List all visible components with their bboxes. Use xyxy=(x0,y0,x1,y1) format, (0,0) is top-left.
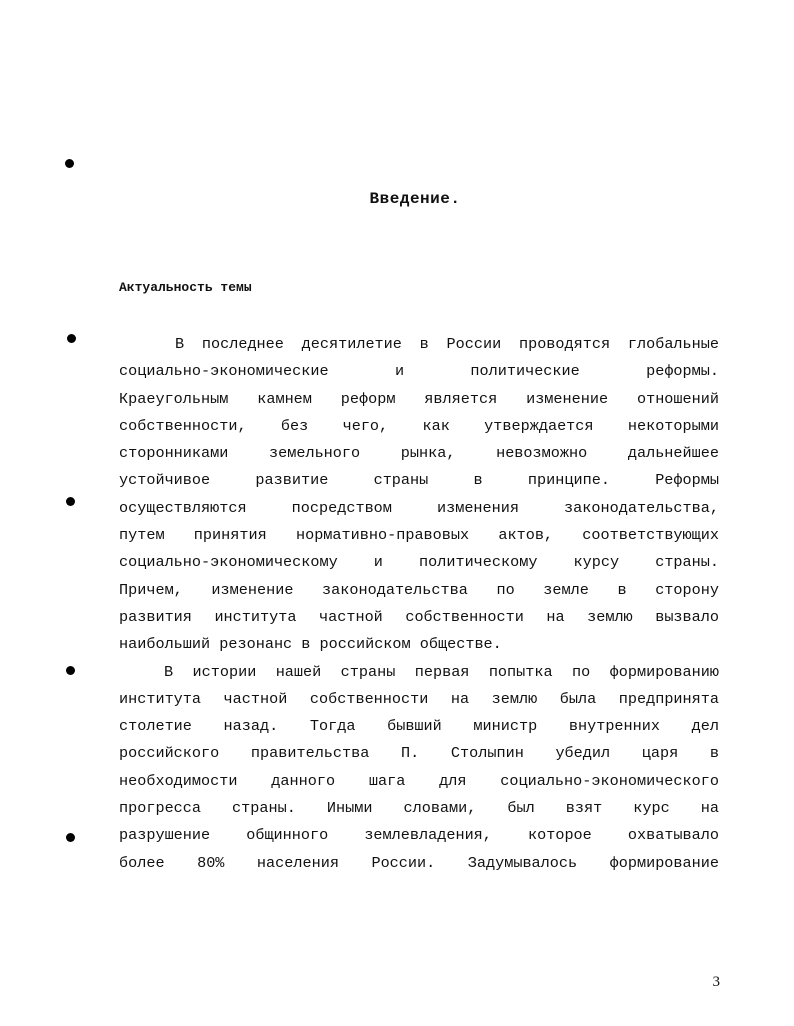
paragraph1-line: В последнее десятилетие в России проводятся глобальные xyxy=(175,335,719,353)
paragraph1-line: осуществляются посредством изменения законодательства, xyxy=(119,498,719,517)
paragraph1-line: социально-экономическому и политическому курсу страны. xyxy=(119,553,719,572)
paragraph2-line: российского правительства П. Столыпин убедил царя в xyxy=(119,744,719,763)
page-number: 3 xyxy=(712,974,720,990)
paragraph1-line: сторонниками земельного рынка, невозможно дальнейшее xyxy=(119,444,719,463)
paragraph2-line: института частной собственности на землю была предпринята xyxy=(119,689,719,708)
section-heading: Актуальность темы xyxy=(119,280,252,295)
paragraph2-line: В истории нашей страны первая попытка по формированию xyxy=(164,662,719,681)
paragraph1-line: собственности, без чего, как утверждается некоторыми xyxy=(119,416,719,435)
body-text xyxy=(119,331,719,877)
paragraph1-line: развития института частной собственности на землю вызвало xyxy=(119,607,719,626)
paragraph1-line: социально-экономические и политические реформы. xyxy=(119,362,719,381)
paragraph2-line: разрушение общинного землевладения, которое охватывало xyxy=(119,826,719,845)
paragraph1-line: Краеугольным камнем реформ является изменение отношений xyxy=(119,389,719,408)
paragraph1-line: Причем, изменение законодательства по земле в сторону xyxy=(119,580,719,599)
paragraph1-line: путем принятия нормативно-правовых актов, соответствующих xyxy=(119,526,719,545)
margin-mark-2 xyxy=(67,334,76,343)
margin-mark-1 xyxy=(65,159,74,168)
paragraph2-line: необходимости данного шага для социально-экономического xyxy=(119,771,719,790)
margin-mark-3 xyxy=(66,497,75,506)
paragraph1-line: наибольший резонанс в российском обществе. xyxy=(119,635,502,654)
paragraph2-line: прогресса страны. Иными словами, был взят курс на xyxy=(119,799,719,818)
page-title: Введение. xyxy=(369,190,461,208)
margin-mark-4 xyxy=(66,666,75,675)
margin-mark-5 xyxy=(66,833,75,842)
paragraph2-line: столетие назад. Тогда бывший министр внутренних дел xyxy=(119,717,719,736)
paragraph1-line: устойчивое развитие страны в принципе. Реформы xyxy=(119,471,719,490)
paragraph2-line: более 80% населения России. Задумывалось формирование xyxy=(119,853,719,872)
